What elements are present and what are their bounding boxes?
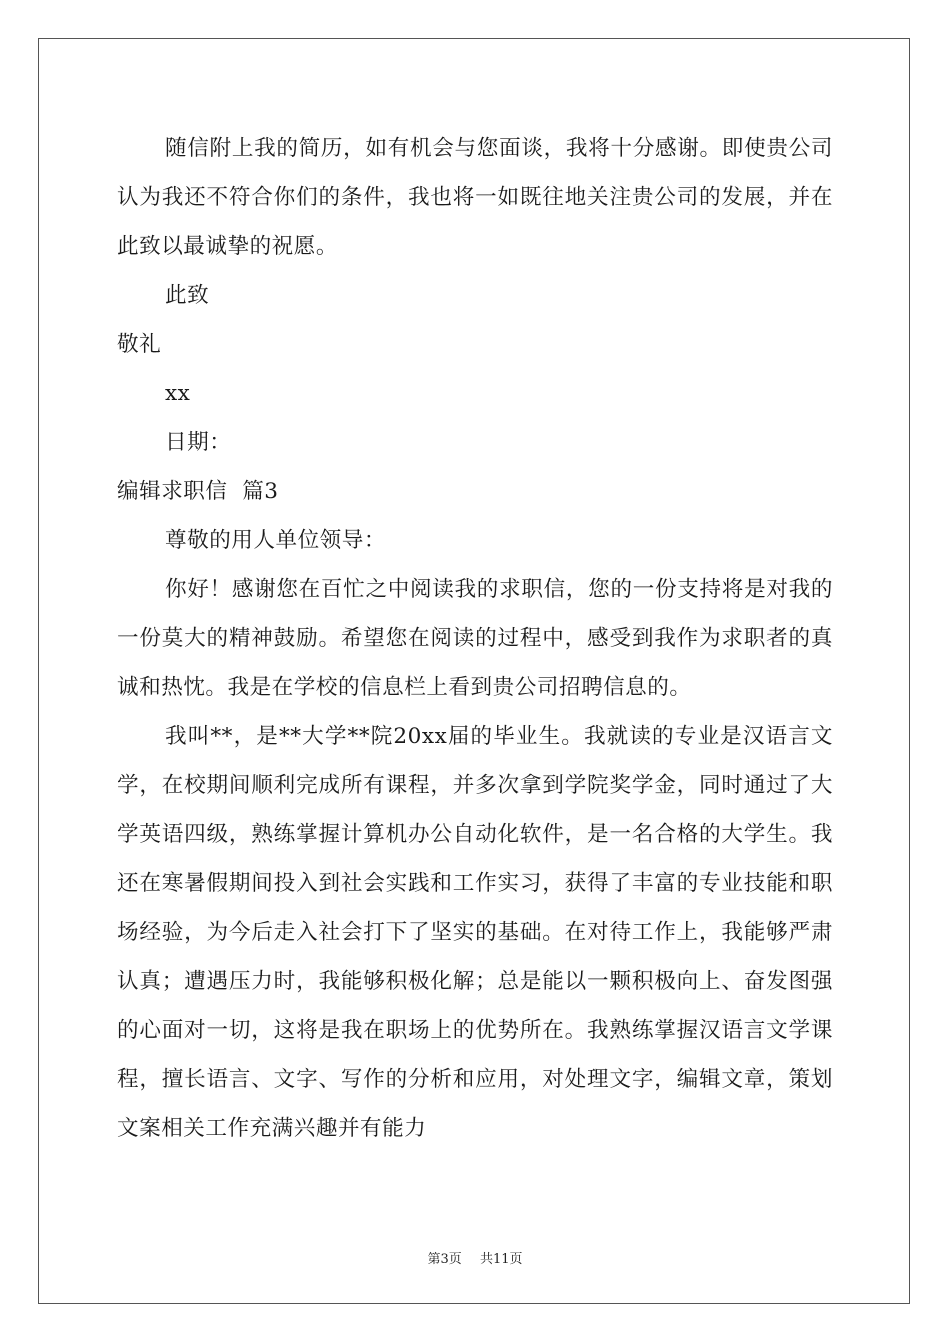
section-heading: 编辑求职信 篇3 xyxy=(117,479,279,504)
paragraph-salutation-jingli: 敬礼 xyxy=(117,332,162,357)
document-body xyxy=(117,124,833,1153)
page-total: 共11页 xyxy=(480,1252,523,1267)
paragraph-self-introduction: 我叫**，是**大学**院20xx届的毕业生。我就读的专业是汉语言文学，在校期间顺利完成所有课程，并多次拿到学院奖学金，同时通过了大学英语四级，熟练掌握计算机办公自动化软件，是一名合格的大学生。我还在寒暑假期间投入到社会实践和工作实习，获得了丰富的专业技能和职场经验，为今后走入社会打下了坚实的基础。在对待工作上，我能够严肃认真；遭遇压力时，我能够积极化解；总是能以一颗积极向上、奋发图强的心面对一切，这将是我在职场上的优势所在。我熟练掌握汉语言文学课程，擅长语言、文字、写作的分析和应用，对处理文字，编辑文章，策划文案相关工作充满兴趣并有能力 xyxy=(117,724,833,1141)
paragraph-closing-resume: 随信附上我的简历，如有机会与您面谈，我将十分感谢。即使贵公司认为我还不符合你们的条件，我也将一如既往地关注贵公司的发展，并在此致以最诚挚的祝愿。 xyxy=(117,136,833,259)
paragraph-signature-name: xx xyxy=(165,381,191,406)
paragraph-intro: 你好！感谢您在百忙之中阅读我的求职信，您的一份支持将是对我的一份莫大的精神鼓励。希望您在阅读的过程中，感受到我作为求职者的真诚和热忱。我是在学校的信息栏上看到贵公司招聘信息的。 xyxy=(117,577,833,700)
page-number: 第3页 xyxy=(427,1252,462,1267)
page-footer xyxy=(0,1248,950,1267)
paragraph-greeting: 尊敬的用人单位领导： xyxy=(165,528,386,553)
paragraph-salutation-cizhi: 此致 xyxy=(165,283,210,308)
paragraph-date: 日期： xyxy=(165,430,232,455)
